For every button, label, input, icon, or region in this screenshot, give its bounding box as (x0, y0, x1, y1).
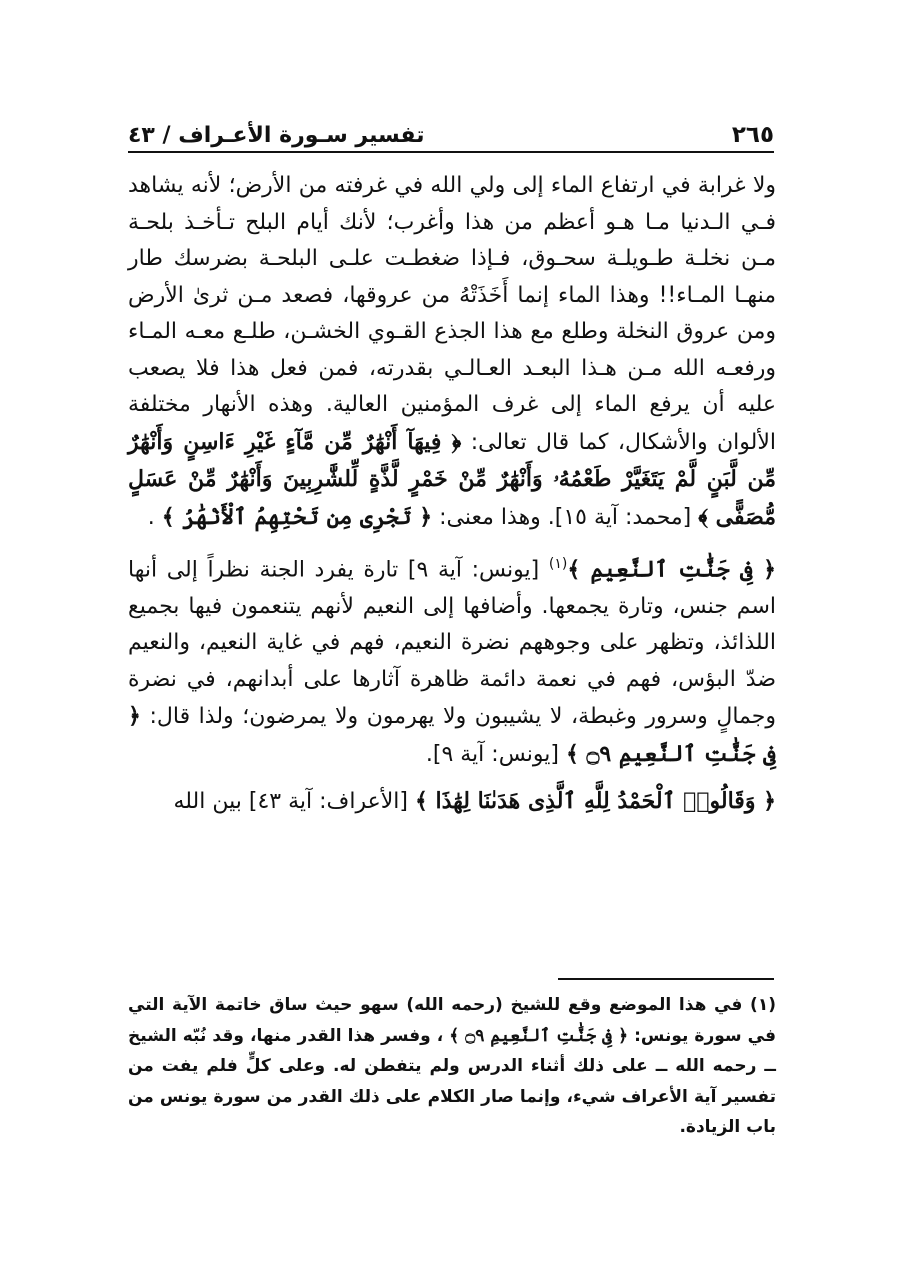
quran-verse-jannat-naeem-9: ﴿ فِى جَنَّٰتِ ٱلنَّعِيمِ ۝٩ ﴾ (128, 703, 776, 767)
footnote-rule (558, 978, 774, 980)
quran-verse-muhammad-15: ﴿ فِيهَآ أَنْهَٰرٌ مِّن مَّآءٍ غَيْرِ ءَاسِنٍ وَأَنْهَٰرٌ مِّن لَّبَنٍ لَّمْ يَتَغَيَّرْ طَعْمُهُۥ وَأَنْهَٰرٌ مِّنْ خَمْرٍ لَّذَّةٍ لِّلشَّٰرِبِينَ وَأَنْهَٰرٌ مِّنْ عَسَلٍ مُّصَفًّى ﴾ (128, 428, 776, 530)
page-number: ٢٦٥ (731, 122, 774, 148)
paragraph-3 (128, 783, 776, 821)
header-rule (128, 151, 774, 153)
quran-verse-tajri: ﴿ تَجْرِى مِن تَحْتِهِمُ ٱلْأَنْهَٰرُ ﴾ (161, 503, 433, 530)
footnote-text-1: في هذا الموضع وقع للشيخ (رحمه الله) سهو حيث ساق خاتمة الآية التي في سورة يونس: (128, 995, 776, 1046)
paragraph-1-text-2: [محمد: آية ١٥]. وهذا معنى: (439, 504, 692, 530)
running-title: تفسير سـورة الأعـراف / ٤٣ (128, 123, 425, 148)
paragraph-2-text-2: [يونس: آية ٩]. (425, 741, 559, 767)
quran-verse-alhamdulillah: ﴿ وَقَالُوا۟ ٱلْحَمْدُ لِلَّهِ ٱلَّذِى هَدَىٰنَا لِهَٰذَا ﴾ (414, 788, 776, 815)
page-header (128, 108, 774, 148)
footnote-marker: (١) (750, 995, 776, 1015)
footnote (128, 990, 776, 1143)
paragraph-3-text-1: [الأعراف: آية ٤٣] بين الله (173, 789, 408, 815)
paragraph-1-text-1: ولا غرابة في ارتفاع الماء إلى ولي الله في غرفته من الأرض؛ لأنه يشاهد فـي الـدنيا مـا هـو أعظم من هذا وأغرب؛ لأنك أيام البلح تـأخـذ بلحـة مـن نخلـة طـويلـة سحـوق، فـإذا ضغطـت علـى البلحـة بضرسك طار منهـا المـاء!! وهذا الماء إنما أَخَذَتْهُ من عروقها، فصعد مـن ثرىٰ الأرض ومن عروق النخلة وطلع مع هذا الجذع القـوي الخشـن، طلـع معـه المـاء ورفعـه الله مـن هـذا البعـد العـالـي بقدرته، فمن فعل هذا فلا يصعب عليه أن يرفع الماء إلى غرف المؤمنين العالية. وهذه الأنهار مختلفة الألوان والأشكال، كما قال تعالى: (128, 173, 776, 455)
footnote-text-2: ، وفسر هذا القدر منها، وقد نُبّه الشيخ ــ رحمه الله ــ على ذلك أثناء الدرس ولم يتفطن له. وعلى كلٍّ فلم يفت من تفسير آية الأعراف شيء، وإنما صار الكلام على ذلك القدر من سورة يونس من باب الزيادة. (128, 1025, 776, 1137)
paragraph-1 (128, 168, 776, 536)
footnote-reference[interactable]: (١) (548, 556, 568, 572)
paragraph-2 (128, 546, 776, 773)
paragraph-1-text-3: . (147, 504, 155, 530)
footnote-1 (128, 990, 776, 1143)
paragraph-2-text-1: [يونس: آية ٩] تارة يفرد الجنة نظراً إلى أنها اسم جنس، وتارة يجمعها. وأضافها إلى النعيم لأنهم يتنعمون فيها بجميع اللذائذ، وتظهر على وجوههم نضرة النعيم، فهم في غاية النعيم، والنعيم ضدّ البؤس، فهم في نعمة دائمة ظاهرة آثارها على أبدانهم، في نضرة وجمالٍ وسرور وغبطة، لا يشيبون ولا يهرمون ولا يمرضون؛ ولذا قال: (128, 557, 777, 730)
main-text (128, 168, 776, 821)
footnote-quran-verse: ﴿ فِى جَنَّٰتِ ٱلنَّعِيمِ ۝٩ ﴾ (449, 1025, 629, 1046)
quran-verse-jannat-naeem: ﴿ فِى جَنَّٰتِ ٱلنَّعِيمِ ﴾ (567, 556, 777, 583)
